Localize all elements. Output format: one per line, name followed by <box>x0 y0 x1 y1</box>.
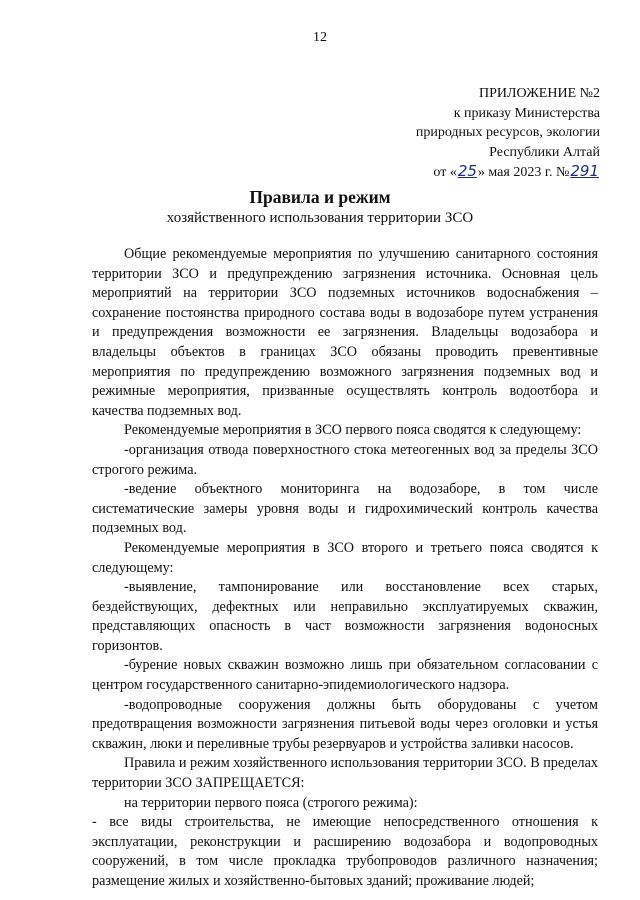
date-prefix: от « <box>433 165 457 180</box>
page-number: 12 <box>313 30 327 45</box>
paragraph: - все виды строительства, не имеющие непосредственного отношения к эксплуатации, реконструкции и расширению водозабора и водопроводных сооружений, в том числе прокладка трубопроводов различного назначения; размещение жилых и хозяйственно-бытовых зданий; проживание людей; <box>92 814 598 889</box>
paragraph: Рекомендуемые мероприятия в ЗСО первого пояса сводятся к следующему: <box>124 422 582 439</box>
handwritten-day: 25 <box>457 162 477 180</box>
paragraph: -ведение объектного мониторинга на водозаборе, в том числе систематические замеры уровня воды и гидрохимический контроль качества подземных вод. <box>92 481 598 537</box>
appendix-line-3: Республики Алтай <box>489 144 600 160</box>
document-subtitle: хозяйственного использования территории ЗСО <box>166 210 474 226</box>
paragraph: Правила и режим хозяйственного использования территории ЗСО. В пределах территории ЗСО ЗАПРЕЩАЕТСЯ: <box>92 755 598 792</box>
document-title: Правила и режим <box>249 187 391 207</box>
appendix-line-2: природных ресурсов, экологии <box>415 125 600 140</box>
document-body <box>92 245 598 892</box>
date-middle: » мая 2023 г. № <box>477 165 570 180</box>
appendix-header <box>0 84 600 183</box>
appendix-date-line <box>0 162 600 183</box>
appendix-line-1: к приказу Министерства <box>453 105 600 121</box>
paragraph: -водопроводные сооружения должны быть оборудованы с учетом предотвращения возможности загрязнения питьевой воды через оголовки и устья скважин, люки и переливные трубы резервуаров и устройства заливки насосов. <box>92 696 598 752</box>
paragraph: -организация отвода поверхностного стока метеогенных вод за пределы ЗСО строгого режима. <box>92 441 598 478</box>
paragraph: на территории первого пояса (строгого режима): <box>124 794 418 811</box>
appendix-title: ПРИЛОЖЕНИЕ №2 <box>479 86 600 101</box>
paragraph: Рекомендуемые мероприятия в ЗСО второго и третьего пояса сводятся к следующему: <box>92 539 598 576</box>
paragraph: Общие рекомендуемые мероприятия по улучшению санитарного состояния территории ЗСО и предупреждению загрязнения источника. Основная цель мероприятий на территории ЗСО подземных источников водоснабжения – сохранение постоянства природного состава воды в водозаборе путем устранения и предупреждения возможности ее загрязнения. Владельцы водозабора и владельцы объектов в границах ЗСО обязаны проводить превентивные мероприятия по предупреждению возможного загрязнения подземных вод и режимные мероприятия, призванные осуществлять контроль водоотбора и качества подземных вод. <box>92 246 598 419</box>
paragraph: -бурение новых скважин возможно лишь при обязательном согласовании с центром государственного санитарно-эпидемиологического надзора. <box>92 657 598 694</box>
paragraph: -выявление, тампонирование или восстановление всех старых, бездействующих, дефектных или неправильно эксплуатируемых скважин, представляющих опасность в част возможности загрязнения водоносных горизонтов. <box>92 579 598 654</box>
handwritten-order-number: 291 <box>570 162 599 180</box>
